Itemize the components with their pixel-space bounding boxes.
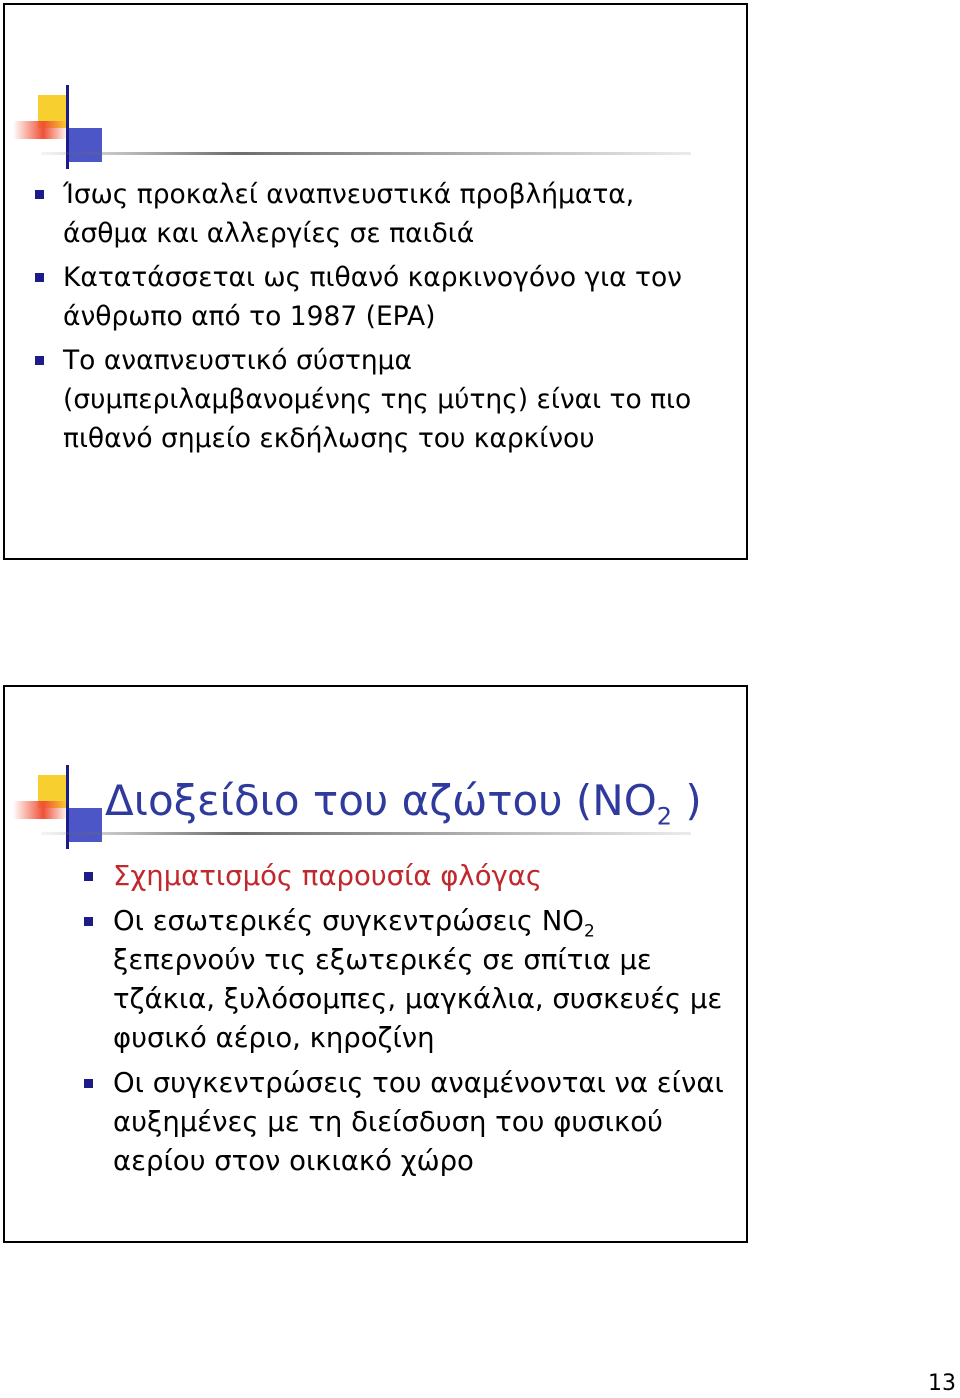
bullet-square-icon bbox=[35, 273, 44, 282]
title-closing: ) bbox=[672, 776, 702, 825]
bullet-list bbox=[63, 175, 723, 463]
slide-1 bbox=[3, 3, 748, 560]
list-item bbox=[63, 258, 723, 336]
bullet-square-icon bbox=[35, 190, 44, 199]
slide-logo-icon bbox=[5, 5, 725, 175]
title-text: Διοξείδιο του αζώτου (NO bbox=[105, 776, 657, 825]
title-subscript: 2 bbox=[656, 802, 673, 831]
list-item bbox=[113, 1064, 738, 1181]
list-item bbox=[63, 341, 723, 458]
bullet-square-icon bbox=[35, 356, 44, 365]
slide-2 bbox=[3, 685, 748, 1243]
bullet-text: Ίσως προκαλεί αναπνευστικά προβλήματα, άσθμα και αλλεργίες σε παιδιά bbox=[63, 179, 635, 249]
page-number: 13 bbox=[928, 1371, 956, 1396]
bullet-text: Το αναπνευστικό σύστημα (συμπεριλαμβανομένης της μύτης) είναι το πιο πιθανό σημείο εκδήλωσης του καρκίνου bbox=[63, 345, 692, 454]
bullet-square-icon bbox=[84, 1079, 93, 1088]
list-item bbox=[113, 902, 738, 1058]
bullet-text: Σχηματισμός παρουσία φλόγας bbox=[113, 860, 543, 892]
bullet-text-after: ξεπερνούν τις εξωτερικές σε σπίτια με τζάκια, ξυλόσομπες, μαγκάλια, συσκευές με φυσικό αέριο, κηροζίνη bbox=[113, 944, 723, 1054]
bullet-text-before: Οι εσωτερικές συγκεντρώσεις NO bbox=[113, 905, 584, 937]
list-item bbox=[113, 857, 738, 896]
bullet-square-icon bbox=[84, 917, 93, 926]
slide-title bbox=[105, 775, 702, 842]
bullet-text: Οι συγκεντρώσεις του αναμένονται να είναι αυξημένες με τη διείσδυση του φυσικού αερίου στον οικιακό χώρο bbox=[113, 1067, 724, 1177]
bullet-subscript: 2 bbox=[583, 921, 595, 942]
bullet-list bbox=[113, 857, 738, 1187]
bullet-text: Κατατάσσεται ως πιθανό καρκινογόνο για τον άνθρωπο από το 1987 (EPA) bbox=[63, 262, 682, 332]
list-item bbox=[63, 175, 723, 253]
bullet-square-icon bbox=[84, 872, 93, 881]
